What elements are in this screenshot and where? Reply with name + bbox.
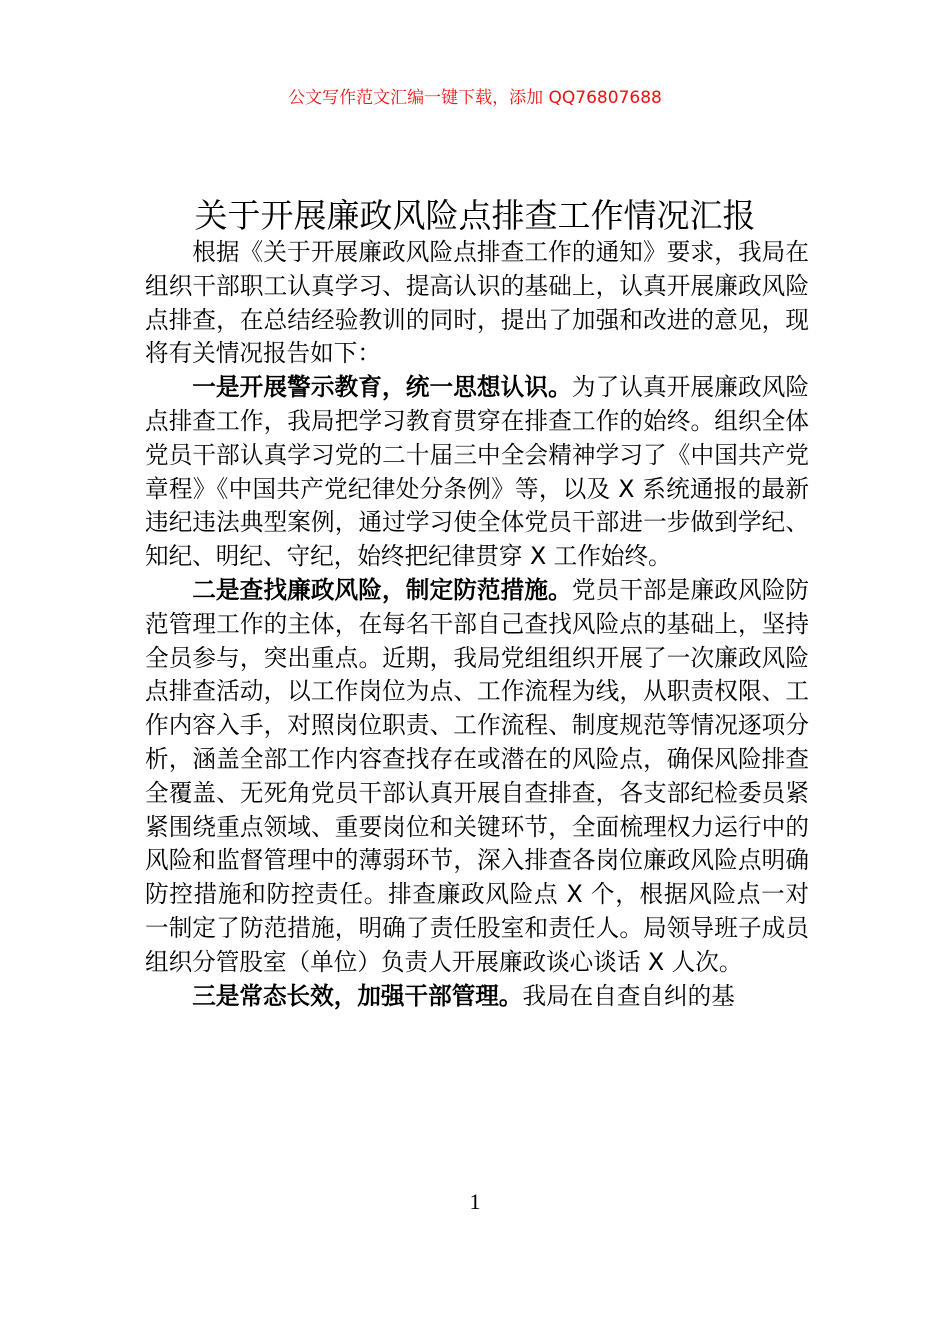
page-number: 1 [469, 1189, 481, 1214]
section-paragraph-1 [145, 371, 809, 574]
document-title: 关于开展廉政风险点排查工作情况汇报 [194, 196, 756, 236]
section-text-1: 为了认真开展廉政风险点排查工作，我局把学习教育贯穿在排查工作的始终。组织全体党员干部认真学习党的二十届三中全会精神学习了《中国共产党章程》《中国共产党纪律处分条例》等，以及 X 系统通报的最新违纪违法典型案例，通过学习使全体党员干部进一步做到学纪、知纪、明纪、守纪，始终把纪律贯穿 X 工作始终。 [145, 373, 810, 571]
promo-banner: 公文写作范文汇编一键下载，添加 QQ76807688 [288, 88, 662, 108]
intro-paragraph: 根据《关于开展廉政风险点排查工作的通知》要求，我局在组织干部职工认真学习、提高认识的基础上，认真开展廉政风险点排查，在总结经验教训的同时，提出了加强和改进的意见，现将有关情况报告如下： [145, 238, 809, 368]
section-heading-2: 二是查找廉政风险，制定防范措施。 [192, 575, 572, 604]
document-body [145, 236, 809, 1013]
section-heading-1: 一是开展警示教育，统一思想认识。 [192, 373, 572, 402]
section-text-3: 我局在自查自纠的基 [522, 981, 735, 1010]
section-paragraph-2 [145, 574, 809, 980]
section-paragraph-3 [145, 980, 809, 1014]
section-heading-3: 三是常态长效，加强干部管理。 [192, 981, 523, 1010]
section-text-2: 党员干部是廉政风险防范管理工作的主体，在每名干部自己查找风险点的基础上，坚持全员参与，突出重点。近期，我局党组组织开展了一次廉政风险点排查活动，以工作岗位为点、工作流程为线，从职责权限、工作内容入手，对照岗位职责、工作流程、制度规范等情况逐项分析，涵盖全部工作内容查找存在或潜在的风险点，确保风险排查全覆盖、无死角党员干部认真开展自查排查，各支部纪检委员紧紧围绕重点领域、重要岗位和关键环节，全面梳理权力运行中的风险和监督管理中的薄弱环节，深入排查各岗位廉政风险点明确防控措施和防控责任。排查廉政风险点 X 个，根据风险点一对一制定了防范措施，明确了责任股室和责任人。局领导班子成员组织分管股室（单位）负责人开展廉政谈心谈话 X 人次。 [145, 575, 810, 976]
